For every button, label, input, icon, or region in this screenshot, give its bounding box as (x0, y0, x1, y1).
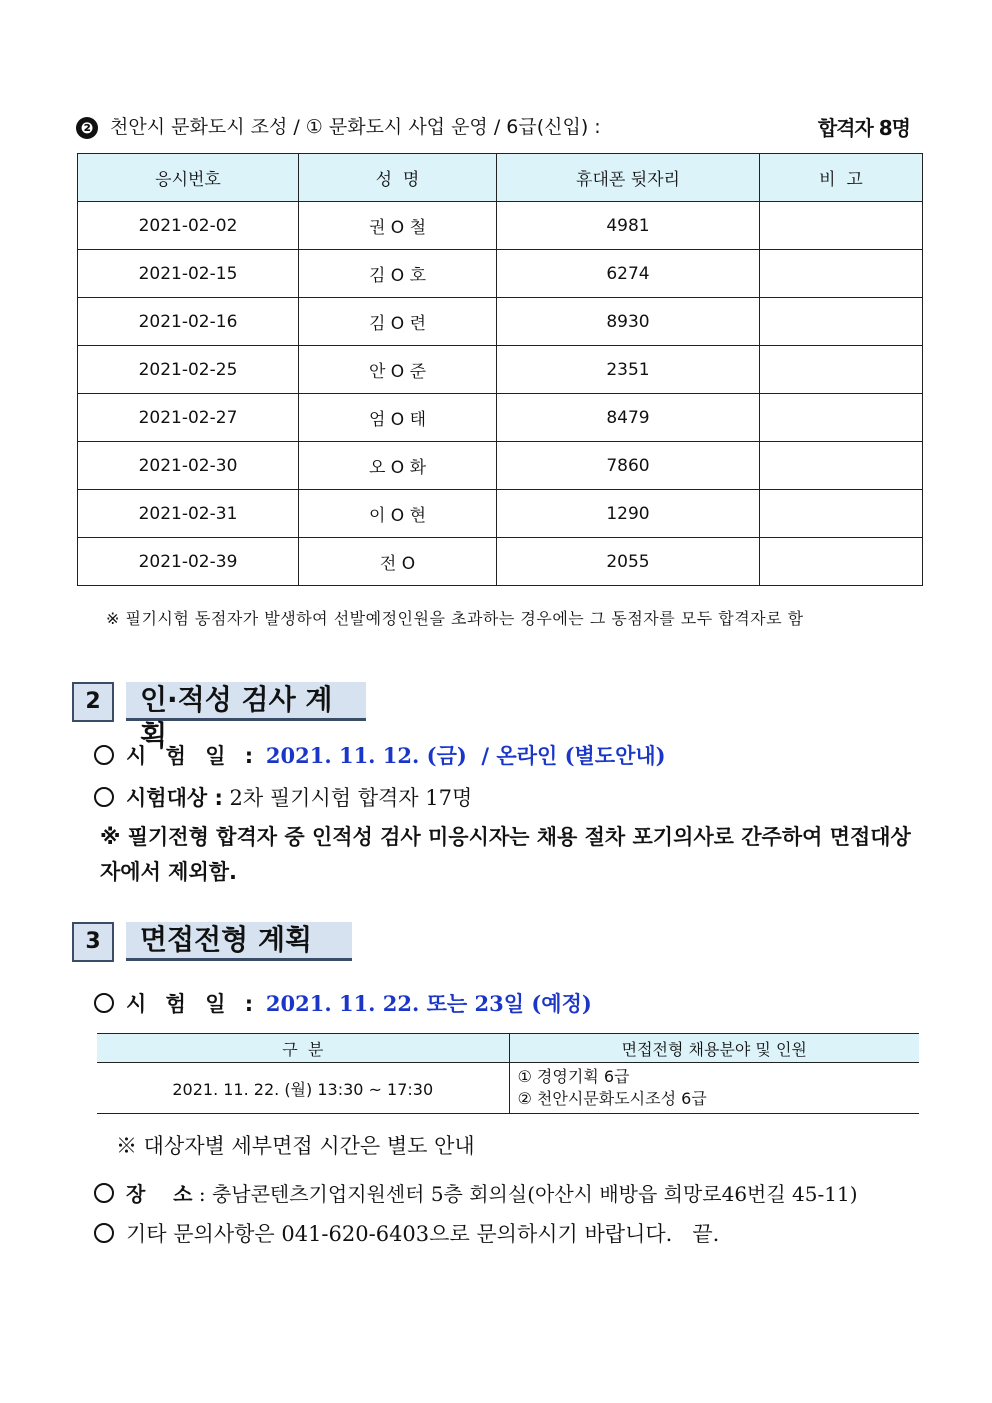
exam-target-value: 2차 필기시험 합격자 17명 (229, 786, 473, 810)
phone-cell: 6274 (497, 250, 760, 298)
exam-number-cell: 2021-02-31 (78, 490, 299, 538)
table-row (78, 250, 923, 298)
circle-bullet-icon (94, 787, 114, 807)
place-value: : 충남콘텐츠기업지원센터 5층 회의실(아산시 배방읍 희망로46번길 45-11) (198, 1182, 858, 1206)
remarks-cell (760, 298, 923, 346)
field-line-2: ② 천안시문화도시조성 6급 (517, 1089, 707, 1108)
interview-date-value: 2021. 11. 22. 또는 23일 (예정) (265, 991, 592, 1016)
interview-note: ※ 대상자별 세부면접 시간은 별도 안내 (116, 1134, 475, 1158)
table-row (78, 442, 923, 490)
exam-target-label: 시험대상 : (126, 786, 223, 810)
passer-count: 합격자 8명 (817, 116, 910, 140)
table-row (78, 394, 923, 442)
exam-number-cell: 2021-02-16 (78, 298, 299, 346)
table-header-row (78, 154, 923, 202)
exam-number-cell: 2021-02-39 (78, 538, 299, 586)
name-cell: 엄 O 태 (299, 394, 497, 442)
exam-number-cell: 2021-02-25 (78, 346, 299, 394)
name-cell: 이 O 현 (299, 490, 497, 538)
table-row (78, 298, 923, 346)
phone-cell: 8479 (497, 394, 760, 442)
section-number: 3 (72, 922, 114, 962)
interview-time: 2021. 11. 22. (월) 13:30 ~ 17:30 (97, 1063, 509, 1114)
phone-cell: 2055 (497, 538, 760, 586)
exam-number-cell: 2021-02-02 (78, 202, 299, 250)
exam-number-cell: 2021-02-30 (78, 442, 299, 490)
interview-date-label: 시 험 일 : (126, 992, 260, 1016)
section-title: 인·적성 검사 계획 (126, 682, 366, 721)
subsection-heading-text: 천안시 문화도시 조성 / ① 문화도시 사업 운영 / 6급(신입) : (110, 116, 601, 138)
name-cell: 김 O 련 (299, 298, 497, 346)
section-title: 면접전형 계획 (126, 922, 352, 961)
subsection-heading (76, 112, 916, 142)
table-row (78, 346, 923, 394)
exam-date-value: 2021. 11. 12. (금) / 온라인 (별도안내) (265, 743, 666, 768)
table-header-row (97, 1034, 919, 1063)
interview-date-line (94, 988, 592, 1018)
exam-date-line (94, 740, 666, 770)
phone-cell: 1290 (497, 490, 760, 538)
col-header-name: 성 명 (299, 154, 497, 202)
phone-cell: 4981 (497, 202, 760, 250)
table-row (78, 202, 923, 250)
remarks-cell (760, 202, 923, 250)
circle-bullet-icon (94, 745, 114, 765)
place-line (94, 1178, 858, 1207)
exam-number-cell: 2021-02-15 (78, 250, 299, 298)
col-header-remarks: 비 고 (760, 154, 923, 202)
remarks-cell (760, 346, 923, 394)
interview-fields (509, 1063, 919, 1114)
table-row (78, 538, 923, 586)
remarks-cell (760, 490, 923, 538)
section-number: 2 (72, 682, 114, 722)
name-cell: 전 O (299, 538, 497, 586)
name-cell: 김 O 호 (299, 250, 497, 298)
col-header-phone: 휴대폰 뒷자리 (497, 154, 760, 202)
phone-cell: 8930 (497, 298, 760, 346)
phone-cell: 2351 (497, 346, 760, 394)
exam-target-line (94, 782, 472, 812)
remarks-cell (760, 394, 923, 442)
tie-note: ※ 필기시험 동점자가 발생하여 선발예정인원을 초과하는 경우에는 그 동점자를 모두 합격자로 함 (106, 609, 804, 628)
remarks-cell (760, 538, 923, 586)
exam-number-cell: 2021-02-27 (78, 394, 299, 442)
name-cell: 권 O 철 (299, 202, 497, 250)
circle-bullet-icon (94, 1183, 114, 1203)
circle-bullet-icon (94, 993, 114, 1013)
contact-line (94, 1218, 719, 1248)
remarks-cell (760, 250, 923, 298)
aptitude-note: ※ 필기전형 합격자 중 인적성 검사 미응시자는 채용 절차 포기의사로 간주하여 면접대상자에서 제외함. (100, 825, 911, 884)
field-line-1: ① 경영기획 6급 (517, 1067, 630, 1086)
remarks-cell (760, 442, 923, 490)
name-cell: 안 O 준 (299, 346, 497, 394)
table-row (97, 1063, 919, 1114)
col-header-category: 구 분 (97, 1034, 509, 1063)
col-header-field: 면접전형 채용분야 및 인원 (509, 1034, 919, 1063)
col-header-exam-number: 응시번호 (78, 154, 299, 202)
interview-table (97, 1033, 919, 1114)
contact-text: 기타 문의사항은 041-620-6403으로 문의하시기 바랍니다. 끝. (126, 1222, 720, 1246)
phone-cell: 7860 (497, 442, 760, 490)
number-2-badge-icon: ❷ (76, 117, 98, 139)
name-cell: 오 O 화 (299, 442, 497, 490)
passers-table (77, 153, 923, 586)
place-label: 장 소 (126, 1182, 193, 1206)
circle-bullet-icon (94, 1223, 114, 1243)
table-row (78, 490, 923, 538)
exam-date-label: 시 험 일 : (126, 744, 260, 768)
